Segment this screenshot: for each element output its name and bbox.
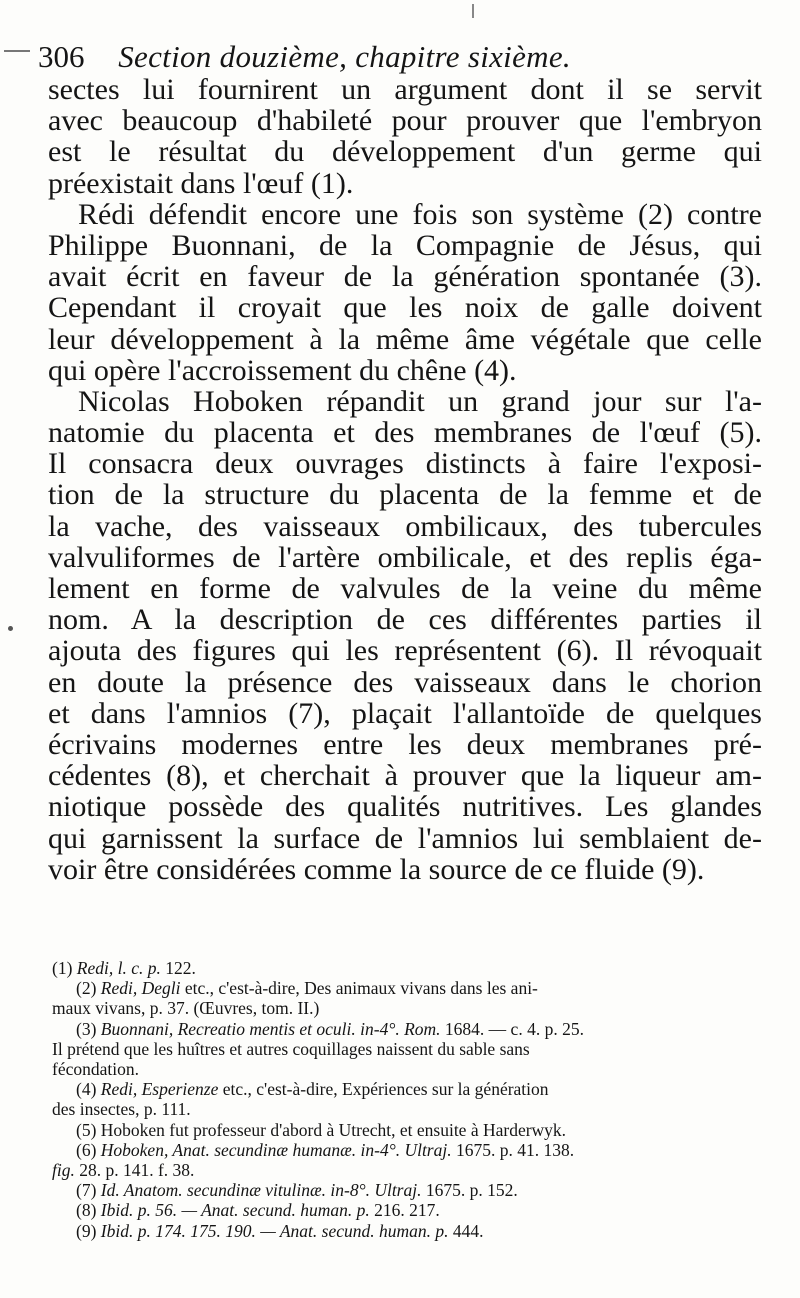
footnote-text: 1675. p. 41. 138. [455,1139,575,1160]
footnote-text: Il prétend que les huîtres et autres coquillages naissent du sable sans [52,1038,530,1059]
body-line: et dans l'amnios (7), plaçait l'allantoïde de quelques [48,696,762,730]
footnote-line [52,1039,764,1059]
body-line: avec beaucoup d'habileté pour prouver que l'embryon [48,104,762,138]
body-line: leur développement à la même âme végétale que celle [48,322,762,356]
footnote-citation: Ibid. p. 56. — Anat. secund. human. p. [100,1200,370,1221]
footnote-line [52,1221,764,1241]
body-line: écrivains modernes entre les deux membranes pré- [48,727,762,761]
footnote-line [52,1099,764,1119]
footnote-line [52,958,764,978]
body-line: lement en forme de valvules de la veine du même [48,572,762,605]
body-line: est le résultat du développement d'un germe qui [48,135,762,169]
footnote-text: 216. 217. [374,1200,440,1221]
body-line: sectes lui fournirent un argument dont il se servit [48,73,762,106]
footnotes [52,958,764,1241]
body-line: voir être considérées comme la source de ce fluide (9). [48,852,705,886]
footnote-line [52,1160,764,1180]
footnote-mark: (1) [52,958,73,978]
footnote-mark: (5) [76,1119,97,1140]
footnote-mark: (8) [76,1200,97,1221]
footnote-mark: (7) [76,1180,97,1201]
footnote-line [52,1180,764,1200]
footnote-mark: (6) [76,1139,97,1160]
body-line: valvuliformes de l'artère ombilicale, et des replis éga- [48,540,762,574]
footnote-text: 444. [452,1220,484,1241]
footnote-citation: Redi, Esperienze [100,1079,219,1100]
footnote-citation: Redi, l. c. p. [76,958,161,978]
footnote-citation: Id. Anatom. secundinæ vitulinæ. in-8°. Ultraj. [100,1180,422,1201]
body-line: niotique possède des qualités nutritives. Les glandes [48,790,762,824]
footnote-line [52,1200,764,1220]
footnote-text: 28. p. 141. f. 38. [79,1160,195,1181]
body-line: tion de la structure du placenta de la femme et de [48,478,762,512]
body-line: Il consacra deux ouvrages distincts à faire l'exposi- [48,447,762,481]
body-line: la vache, des vaisseaux ombilicaux, des tubercules [48,509,762,543]
running-head [38,38,758,76]
footnote-text: Hoboken fut professeur d'abord à Utrecht, et ensuite à Harderwyk. [100,1119,567,1140]
footnote-line [52,1059,764,1079]
footnote-text: 1684. — c. 4. p. 25. [444,1018,584,1039]
margin-dot [8,626,13,631]
footnote-line [52,1079,764,1099]
running-title: Section douzième, chapitre sixième. [118,39,571,74]
footnote-line [52,998,764,1018]
body-line: natomie du placenta et des membranes de l'œuf (5). [48,416,762,450]
footnote-text: etc., c'est-à-dire, Expériences sur la génération [222,1079,549,1100]
body-line: en doute la présence des vaisseaux dans le chorion [48,665,762,699]
body-line: ajouta des figures qui les représentent (6). Il révoquait [48,634,762,668]
body-line: qui garnissent la surface de l'amnios lui semblaient de- [48,821,762,855]
footnote-citation: Ibid. p. 174. 175. 190. — Anat. secund. human. p. [100,1220,449,1241]
footnote-citation: fig. [52,1160,75,1181]
footnote-citation: Hoboken, Anat. secundinæ humanæ. in-4°. Ultraj. [100,1139,452,1160]
footnote-text: 1675. p. 152. [425,1180,518,1201]
body-line: Philippe Buonnani, de la Compagnie de Jésus, qui [48,228,762,262]
footnote-line [52,1140,764,1160]
footnote-text: maux vivans, p. 37. (Œuvres, tom. II.) [52,998,320,1019]
footnote-line [52,1120,764,1140]
body-line: Rédi défendit encore une fois son système (2) contre [78,197,762,231]
footnote-citation: Buonnani, Recreatio mentis et oculi. in-4°. Rom. [100,1018,441,1039]
footnote-text: 122. [165,958,196,978]
footnote-line [52,1019,764,1039]
body-line: avait écrit en faveur de la génération spontanée (3). [48,260,762,294]
footnote-text: fécondation. [52,1059,139,1080]
footnote-text: des insectes, p. 111. [52,1099,191,1120]
top-edge-mark [472,4,474,18]
body-line: cédentes (8), et cherchait à prouver que la liqueur am- [48,759,762,793]
body-line: préexistait dans l'œuf (1). [48,166,354,200]
footnote-mark: (9) [76,1220,97,1241]
body-text [48,74,762,885]
footnote-line [52,978,764,998]
body-line: Cependant il croyait que les noix de galle doivent [48,291,762,325]
footnote-mark: (3) [76,1018,97,1039]
body-line: Nicolas Hoboken répandit un grand jour sur l'a- [78,384,762,418]
footnote-text: etc., c'est-à-dire, Des animaux vivans dans les ani- [184,978,538,999]
margin-mark [4,50,30,52]
footnote-mark: (2) [76,978,97,999]
footnote-citation: Redi, Degli [100,978,181,999]
body-line: nom. A la description de ces différentes parties il [48,603,762,637]
body-line: qui opère l'accroissement du chêne (4). [48,353,517,387]
page-number: 306 [38,39,85,74]
footnote-mark: (4) [76,1079,97,1100]
